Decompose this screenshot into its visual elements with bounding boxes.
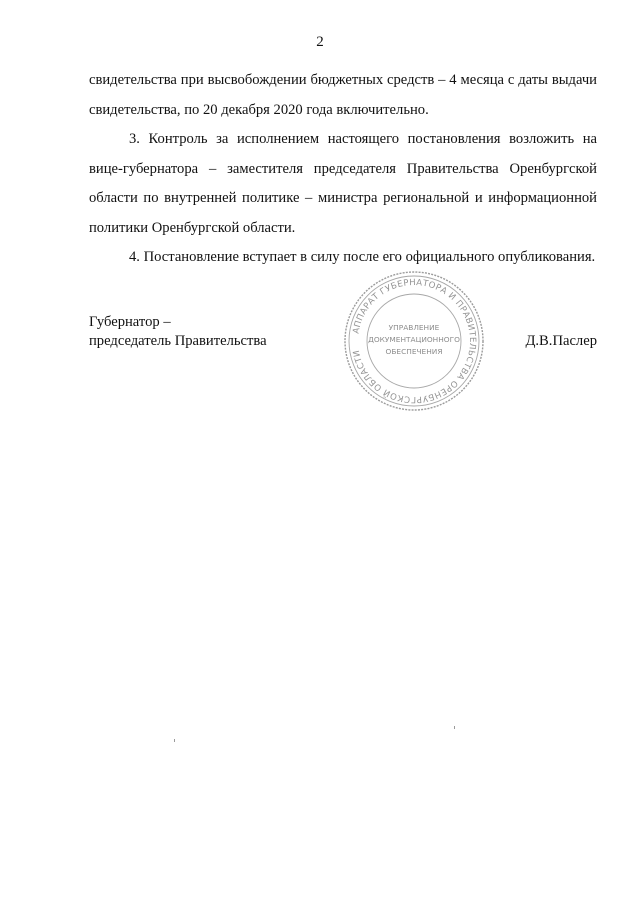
- paragraph-continuation: свидетельства при высвобождении бюджетных средств – 4 месяца с даты выдачи свидетельства, по 20 декабря 2020 года включительно.: [89, 72, 597, 118]
- document-body: [89, 66, 597, 273]
- official-seal-stamp: [343, 270, 485, 412]
- signatory-title-line-1: Губернатор –: [89, 314, 171, 330]
- seal-center-line-2: ДОКУМЕНТАЦИОННОГО: [368, 335, 460, 344]
- paragraph-item-3: 3. Контроль за исполнением настоящего постановления возложить на вице-губернатора – заместителя председателя Правительства Оренбургской области по внутренней политике – министра региональной и информационной политики Оренбургской области.: [89, 131, 597, 236]
- seal-ring-text: АППАРАТ ГУБЕРНАТОРА И ПРАВИТЕЛЬСТВА ОРЕНБУРГСКОЙ ОБЛАСТИ: [351, 277, 478, 405]
- signatory-title: [89, 313, 267, 351]
- signatory-name: Д.В.Паслер: [525, 333, 597, 349]
- seal-center-line-1: УПРАВЛЕНИЕ: [388, 323, 440, 332]
- scan-speck: [174, 739, 175, 742]
- paragraph-item-4: 4. Постановление вступает в силу после его официального опубликования.: [129, 249, 596, 265]
- page-number: 2: [316, 34, 324, 50]
- scan-speck: [454, 726, 455, 729]
- seal-center-line-3: ОБЕСПЕЧЕНИЯ: [385, 347, 443, 356]
- signatory-title-line-2: председатель Правительства: [89, 333, 267, 349]
